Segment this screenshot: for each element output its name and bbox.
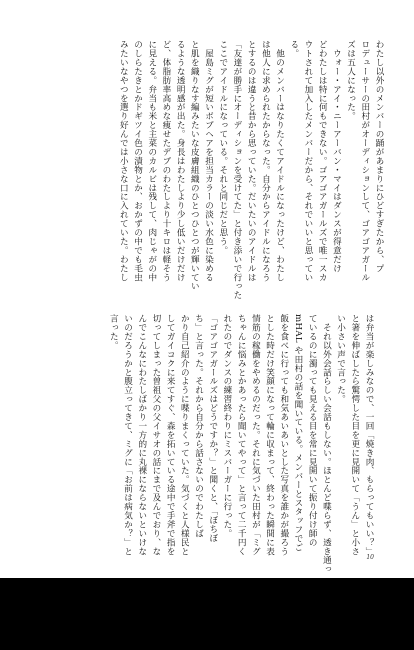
text-line: るような透明感が出た。身長はわたしより少し低いだけだけ	[175, 40, 186, 282]
text-line: 「友達が勝手にオーディションを受けてた」と付き添いで行った	[231, 40, 242, 300]
text-line: かり自己紹介のように喋りまくっていた。気づくと人様民と	[179, 314, 190, 556]
text-line: ロデューサーの田村がオーディションして、ゴアゴアガール	[359, 40, 370, 282]
text-line: と箸を伸ばしたら驚愕した目を更に見開いて「うん」と小さ	[349, 314, 360, 556]
text-line: ウトされて加入したメンバーだから、それでいいと思ってい	[302, 40, 313, 282]
text-line: は他人に求められたからなった。自分からアイドルになろう	[260, 40, 271, 282]
text-line: 切ってしまった曽祖父の父イサオの話にまで及んでおり、な	[150, 314, 161, 556]
text-line: 情筋の稼働をやめるのだった。それに気づいた田村が「ミグ	[250, 314, 261, 556]
text-line: みたいなやつを選り好んでは小さな口に入れていた。わたし	[118, 40, 129, 282]
text-line: それ以外会話らしい会話もしない。ほとんど喋らず、透き通っ	[321, 314, 332, 574]
text-line: ど、体脂肪率高めな痩せたデブのわたしより十キロは軽そう	[160, 40, 171, 282]
text-line: ズは五人になった。	[345, 40, 356, 121]
text-line: に見える。弁当も米と主菜のカルビは残して、肉じゃがの中	[146, 40, 157, 282]
text-line: 言った。	[108, 314, 119, 350]
page-number: 10	[366, 554, 374, 561]
text-line: ているのに濁っても見える目を常に見開いて振り付け師の	[307, 314, 318, 547]
text-line: んでこんなにわたしばかり一方的に丸裸にならないといけな	[136, 314, 147, 556]
text-line: とするのは違うと昔から思っていた。だいたいのアイドルは	[246, 40, 257, 282]
text-line: ちゃんに悩みとかあったら聞いてやって」と言って二千円く	[236, 314, 247, 556]
text-line: ウォー・アイ・ニーアーバン・マイはダンスが得意だけ	[331, 40, 342, 273]
text-line: は弁当が楽しみなので、一回「焼き肉、もらってもいい？」	[364, 314, 374, 556]
text-line: してガイコクに来てすぐ、森を拓いている途中で手斧で指を	[165, 314, 176, 556]
text-line: 「ゴアゴアガールズはどうですか？」と聞くと、「ぼちぼ	[207, 314, 218, 543]
text-line: 屋島ミグが短いボブヘアを担当カラーの淡い水色に染める	[203, 40, 214, 282]
text-line: 飯を食べに行っても和気あいあいとした写真を誰かが撮ろう	[278, 314, 289, 556]
upper-text-block	[116, 40, 386, 298]
lower-text-block	[106, 314, 376, 572]
text-line: い小さい声で言った。	[335, 314, 346, 404]
text-line: と肌を織りなす編みたいな皮膚組織のひとつひとつが輝いてい	[189, 40, 200, 291]
text-line: どわたしは特に何もできない。ゴアゴアガールズで唯一スカ	[317, 40, 328, 282]
text-line: る。	[288, 40, 299, 58]
text-line: のしらたきとかドギツイ色の漬物とか、おかずの中でも毛虫	[132, 40, 143, 282]
text-line: とした時だけ笑顔になって輪に収まって、終わった瞬間に表	[264, 314, 275, 556]
text-line: 他のメンバーはなりたくてアイドルになったけど、わたし	[274, 40, 285, 282]
text-line: いのだろうかと腹立ってきて、ミグに「お前は病気か？」と	[122, 314, 133, 556]
bottom-black-bar	[0, 578, 414, 650]
text-line: れたのでダンスの練習終わりにミスバーガーに行った。	[221, 314, 232, 538]
text-line: わたし以外のメンバーの踊があまりにひどすぎたから、プ	[374, 40, 384, 273]
text-line: ここでアイドルになっている。それと同じだと思う。	[217, 40, 228, 255]
text-line: ち」と言った。それから自分から話さないのでわたしば	[193, 314, 204, 538]
text-line: mHAL や田村の話を聞いている。メンバーとスタッフでご	[292, 314, 303, 552]
